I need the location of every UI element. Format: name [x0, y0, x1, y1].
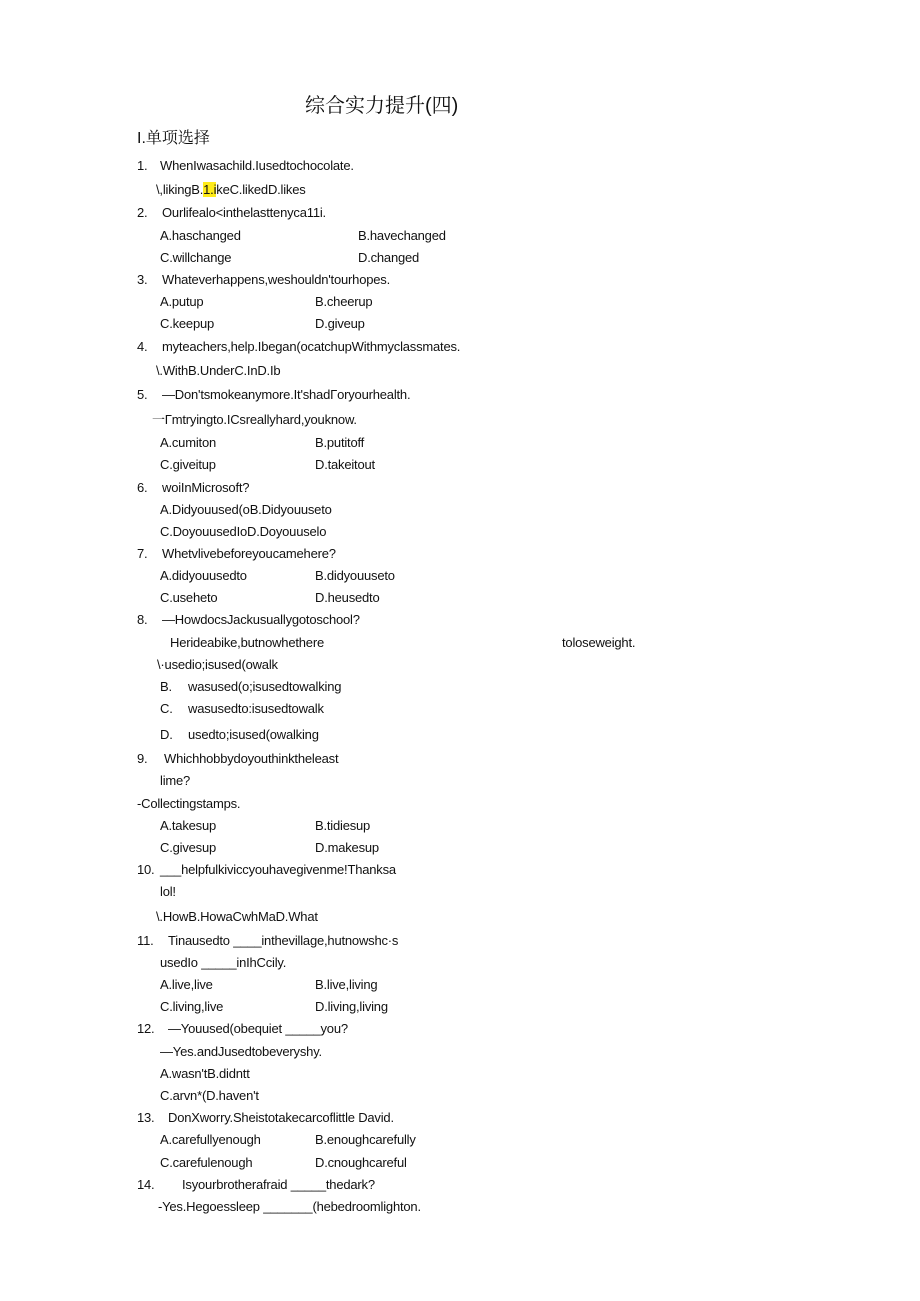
- option-b: B.cheerup: [315, 294, 373, 309]
- question-number: 3.: [137, 272, 148, 287]
- question-options: [156, 182, 306, 198]
- option-text: \,likingB.: [156, 182, 204, 197]
- option-c: C.living,live: [160, 999, 224, 1014]
- option-d: D.changed: [358, 250, 420, 265]
- question-number: 14.: [137, 1177, 155, 1192]
- question-stem: —Youused(obequiet _____you?: [168, 1021, 348, 1036]
- question-stem: Whateverhappens,weshouldn'tourhopes.: [162, 272, 390, 287]
- option-c: C.keepup: [160, 316, 215, 331]
- question-number: 10.: [137, 862, 155, 877]
- option-label: D.: [160, 727, 173, 742]
- question-number: 7.: [137, 546, 148, 561]
- option-c: C.giveitup: [160, 457, 216, 472]
- option-a: A.cumiton: [160, 435, 217, 450]
- question-stem-cont: lime?: [160, 773, 191, 788]
- option-a: A.haschanged: [160, 228, 241, 243]
- question-number: 6.: [137, 480, 148, 495]
- question-number: 5.: [137, 387, 148, 402]
- option-b: B.putitoff: [315, 435, 365, 450]
- question-stem: —HowdocsJackusuallygotoschool?: [162, 612, 360, 627]
- option-d: D.makesup: [315, 840, 379, 855]
- highlighted-text: 1.i: [203, 182, 217, 197]
- question-stem: —Don'tsmokeanymore.It'shadΓoryourhealth.: [162, 387, 411, 402]
- option-b: B.didyouuseto: [315, 568, 395, 583]
- options-ab: A.wasn'tB.didntt: [160, 1066, 250, 1081]
- question-stem: Tinausedto ____inthevillage,hutnowshc·s: [168, 933, 399, 948]
- question-stem: woiInMicrosoft?: [162, 480, 250, 495]
- option-d: D.heusedto: [315, 590, 380, 605]
- dialogue-reply: 一Γmtryingto.ICsreallyhard,youknow.: [152, 412, 357, 427]
- option-d: D.takeitout: [315, 457, 375, 472]
- option-a: A.live,live: [160, 977, 213, 992]
- option-a: A.putup: [160, 294, 204, 309]
- options-cd: C.arvn*(D.haven't: [160, 1088, 259, 1103]
- option-a: A.takesup: [160, 818, 217, 833]
- option-d: D.giveup: [315, 316, 365, 331]
- dialogue-reply: —Yes.andJusedtobeveryshy.: [160, 1044, 322, 1059]
- option-a: A.carefullyenough: [160, 1132, 261, 1147]
- option-c: C.carefulenough: [160, 1155, 253, 1170]
- option-d: D.cnoughcareful: [315, 1155, 407, 1170]
- option-text: keC.likedD.likes: [216, 182, 306, 197]
- question-number: 12.: [137, 1021, 155, 1036]
- question-options: \.HowB.HowaCwhMaD.What: [156, 909, 318, 924]
- option-b: B.havechanged: [358, 228, 446, 243]
- question-stem: Whichhobbydoyouthinktheleast: [164, 751, 339, 766]
- option-a: \·usedio;isused(owalk: [157, 657, 278, 672]
- question-stem: myteachers,help.Ibegan(ocatchupWithmyclassmates.: [162, 339, 461, 354]
- question-stem: Isyourbrotherafraid _____thedark?: [182, 1177, 375, 1192]
- option-b: B.live,living: [315, 977, 378, 992]
- question-stem: ___helpfulkiviccyouhavegivenme!Thanksa: [160, 862, 396, 877]
- page-title: 综合实力提升(四): [305, 95, 459, 117]
- question-number: 2.: [137, 205, 148, 220]
- option-c: C.givesup: [160, 840, 217, 855]
- section-heading: I.单项选择: [137, 130, 210, 147]
- question-stem: Ourlifealo<inthelasttenyca11i.: [162, 205, 326, 220]
- question-number: 11.: [137, 933, 154, 948]
- question-number: 1.: [137, 158, 148, 173]
- option-b: wasused(o;isusedtowalking: [188, 679, 342, 694]
- question-stem: Whetvlivebeforeyoucamehere?: [162, 546, 336, 561]
- question-options: \.WithB.UnderC.InD.Ib: [156, 363, 281, 378]
- option-c: C.useheto: [160, 590, 218, 605]
- dialogue-reply: -Collectingstamps.: [137, 796, 241, 811]
- dialogue-reply: Herideabike,butnowhethere: [170, 635, 324, 650]
- option-label: B.: [160, 679, 172, 694]
- option-b: B.tidiesup: [315, 818, 371, 833]
- options-cd: C.DoyouusedIoD.Doyouuselo: [160, 524, 327, 539]
- dialogue-reply: -Yes.Hegoessleep _______(hebedroomlighton.: [158, 1199, 421, 1214]
- option-a: A.didyouusedto: [160, 568, 247, 583]
- option-d: D.living,living: [315, 999, 388, 1014]
- question-stem: WhenIwasachild.Iusedtochocolate.: [160, 158, 354, 173]
- option-c: wasusedto:isusedtowalk: [188, 701, 324, 716]
- question-stem-cont: usedIo _____inIhCcily.: [160, 955, 287, 970]
- option-label: C.: [160, 701, 173, 716]
- question-stem-cont: lol!: [160, 884, 176, 899]
- option-b: B.enoughcarefully: [315, 1132, 416, 1147]
- question-number: 13.: [137, 1110, 155, 1125]
- question-number: 4.: [137, 339, 148, 354]
- option-d: usedto;isused(owalking: [188, 727, 319, 742]
- question-stem: DonXworry.Sheistotakecarcoflittle David.: [168, 1110, 394, 1125]
- question-number: 9.: [137, 751, 148, 766]
- option-c: C.willchange: [160, 250, 232, 265]
- question-number: 8.: [137, 612, 148, 627]
- options-ab: A.Didyouused(oB.Didyouuseto: [160, 502, 332, 517]
- dialogue-reply-end: toloseweight.: [562, 635, 636, 650]
